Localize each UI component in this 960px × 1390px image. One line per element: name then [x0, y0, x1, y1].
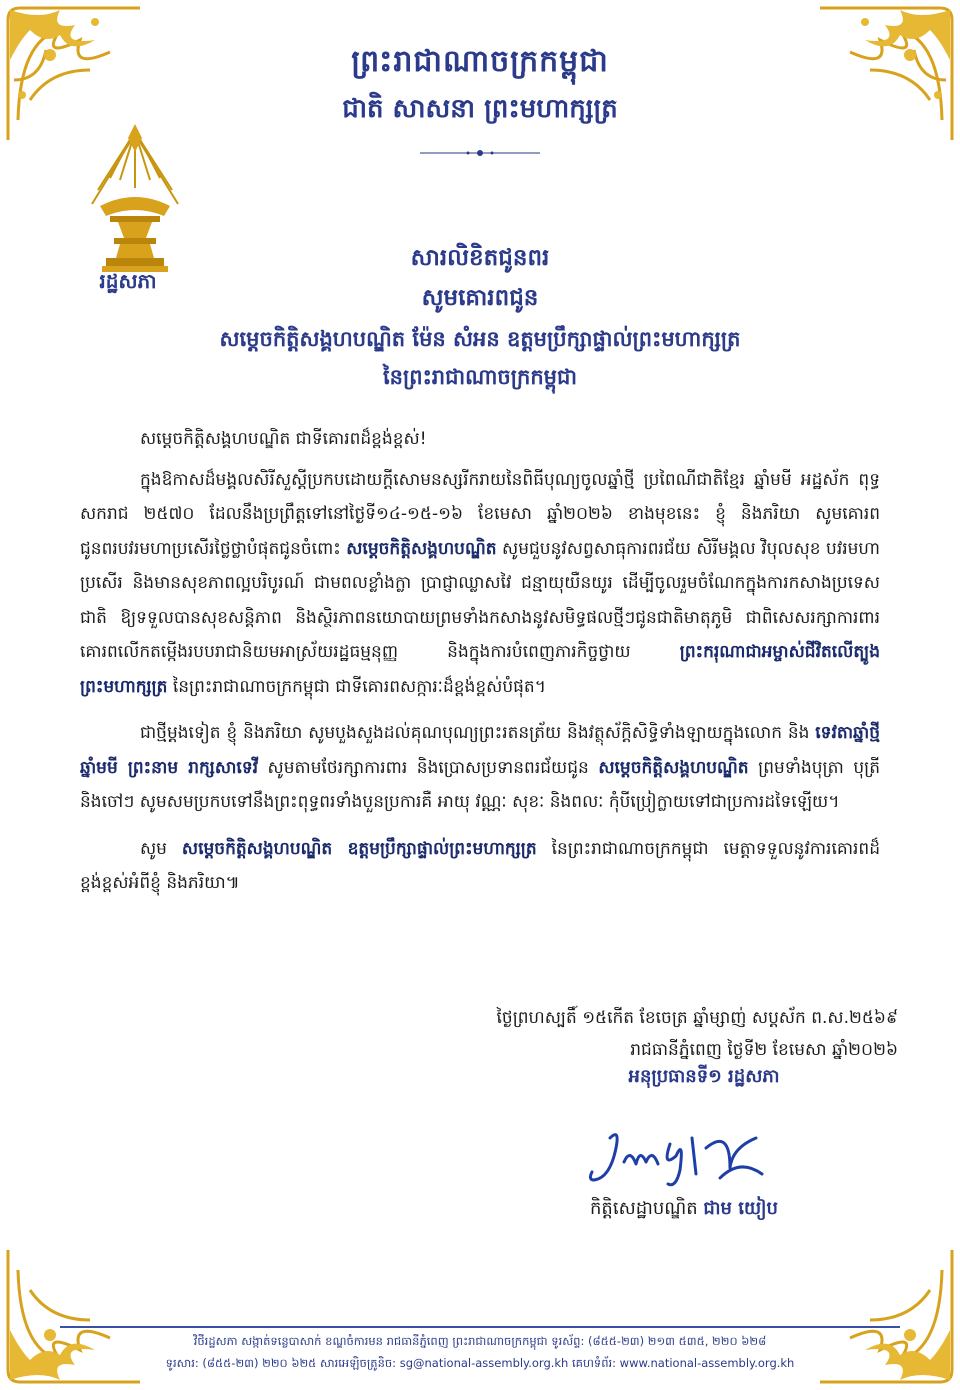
- ornamental-divider-icon: [420, 148, 540, 158]
- paragraph-1-emphasis-a: សម្តេចកិត្តិសង្គហបណ្ឌិត: [346, 538, 497, 559]
- solar-date: រាជធានីភ្នំពេញ ថ្ងៃទី២ ខែមេសា ឆ្នាំ២០២៦: [630, 1040, 898, 1060]
- letter-title: សារលិខិតជូនពរ: [410, 244, 550, 271]
- paragraph-1-text-a: ក្នុងឱកាសដ៏មង្គលសិរីសួស្តីប្រកបដោយក្តីសោមនស្សរីករាយនៃពិធីបុណ្យចូលឆ្នាំថ្មី ប្រពៃណីជាតិខ្មែរ ឆ្នាំមមី អដ្ឋស័ក ពុទ្ធសករាជ ២៥៧០ ដែលនឹងប្រព្រឹត្តទៅនៅថ្ងៃទី១៤-១៥-១៦ ខែមេសា ឆ្នាំ២០២៦ ខាងមុខនេះ ខ្ញុំ និងភរិយា សូមគោរពជូនពរបវរមហាប្រសើរថ្លៃថ្លាបំផុតជូនចំពោះ: [80, 469, 880, 559]
- paragraph-1-text-b: សូមជួបនូវសព្វសាធុការពរជ័យ សិរីមង្គល វិបុលសុខ បវរមហាប្រសើរ និងមានសុខភាពល្អបរិបូរណ៍ ជាមពលខ្លាំងក្លា ប្រាជ្ញាឈ្លាសវៃ ជន្មាយុយឺនយូរ ដើម្បីចូលរួមចំណែកក្នុងការកសាងប្រទេសជាតិ ឱ្យទទួលបានសុខសន្តិភាព និងស្ថិរភាពនយោបាយព្រមទាំងកសាងនូវសមិទ្ធផលថ្មីៗជូនជាតិមាតុភូមិ ជាពិសេសរក្សាការពារគោរពលើកតម្កើងរបបរាជានិយមអាស្រ័យរដ្ឋធម្មនុញ្ញ និងក្នុងការបំពេញភារកិច្ចថ្វាយ: [80, 538, 881, 662]
- paragraph-3-emphasis: សម្តេចកិត្តិសង្គហបណ្ឌិត ឧត្តមប្រឹក្សាផ្ទាល់ព្រះមហាក្សត្រ: [181, 838, 537, 859]
- lunar-date: ថ្ងៃព្រហស្បតិ៍ ១៥កើត ខែចេត្រ ឆ្នាំម្សាញ់ សប្តស័ក ព.ស.២៥៦៩: [496, 1008, 898, 1028]
- addressee-country: នៃព្រះរាជាណាចក្រកម្ពុជា: [382, 364, 577, 389]
- paragraph-2-emphasis-a: ទេវតាឆ្នាំថ្មី ឆ្នាំមមី ព្រះនាម រាក្សសាទេវី: [80, 723, 881, 778]
- signer-title: អនុប្រធានទី១ រដ្ឋសភា: [628, 1066, 780, 1087]
- date-block: [378, 1002, 898, 1066]
- signer-name-line: [590, 1196, 890, 1223]
- signer-name: ជាម យៀប: [703, 1198, 778, 1219]
- paragraph-1-text-c: នៃព្រះរាជាណាចក្រកម្ពុជា ជាទីគោរពសក្ការៈដ៏ខ្ពង់ខ្ពស់បំផុត។: [172, 676, 546, 697]
- institution-name: រដ្ឋសភា: [99, 269, 157, 293]
- paragraph-2-emphasis-b: សម្តេចកិត្តិសង្គហបណ្ឌិត: [598, 757, 749, 778]
- paragraph-2-text-b: សូមតាមថែរក្សាការពារ និងប្រោសប្រទានពរជ័យជូន: [267, 757, 589, 778]
- salutation: សម្តេចកិត្តិសង្គហបណ្ឌិត ជាទីគោរពដ៏ខ្ពង់ខ្ពស់!: [140, 429, 427, 449]
- paragraph-1-emphasis-b: ព្រះករុណាជាអម្ចាស់ជីវិតលើត្បូង ព្រះមហាក្សត្រ: [80, 642, 881, 697]
- kingdom-heading: ព្រះរាជាណាចក្រកម្ពុជា: [351, 44, 609, 79]
- paragraph-2-text-c: ព្រមទាំងបុត្រា បុត្រី និងចៅៗ សូមសមប្រកបទៅនឹងព្រះពុទ្ធពរទាំងបួនប្រការគឺ អាយុ វណ្ណៈ សុខៈ និងពលៈ កុំបីប្រៀក្លាយទៅជាប្រការដទៃឡើយ។: [80, 757, 880, 812]
- paragraph-3-text-b: នៃព្រះរាជាណាចក្រកម្ពុជា មេត្តាទទួលនូវការគោរពដ៏ខ្ពង់ខ្ពស់អំពីខ្ញុំ និងភរិយា៕: [80, 838, 881, 893]
- paragraph-1: [80, 463, 880, 705]
- handwritten-signature: [580, 1118, 780, 1198]
- letter-body: [80, 422, 880, 913]
- paragraph-2-text-a: ជាថ្មីម្តងទៀត ខ្ញុំ និងភរិយា សូមបួងសួងដល់គុណបុណ្យព្រះរតនត្រ័យ និងវត្ថុស័ក្តិសិទ្ធិទាំងឡាយក្នុងលោក និង: [140, 723, 810, 743]
- footer-divider: [60, 1326, 900, 1328]
- paragraph-3-text-a: សូម: [140, 838, 167, 859]
- signer-prefix: កិត្តិសេដ្ឋាបណ្ឌិត: [590, 1198, 698, 1219]
- footer-address: វិថីរដ្ឋសភា សង្កាត់ទន្លេបាសាក់ ខណ្ឌចំការមន រាជធានីភ្នំពេញ ព្រះរាជាណាចក្រកម្ពុជា ទូរស័ព្ទ: (៨៥៥-២៣) ២១៣ ៥៣៥, ២២០ ៦២៨: [193, 1334, 767, 1348]
- national-motto: ជាតិ សាសនា ព្រះមហាក្សត្រ: [342, 94, 618, 124]
- letter-subtitle: សូមគោរពជូន: [421, 284, 539, 311]
- paragraph-3: [80, 832, 880, 901]
- footer-contacts: ទូរសារ: (៨៥៥-២៣) ២២០ ៦២៥ សារអេឡិចត្រូនិច: sg@national-assembly.org.kh គេហទំព័រ: www.national-assembly.org.kh: [165, 1356, 795, 1370]
- paragraph-2: [80, 716, 880, 820]
- addressee-name: សម្តេចកិត្តិសង្គហបណ្ឌិត ម៉ែន សំអន ឧត្តមប្រឹក្សាផ្ទាល់ព្រះមហាក្សត្រ: [219, 326, 741, 351]
